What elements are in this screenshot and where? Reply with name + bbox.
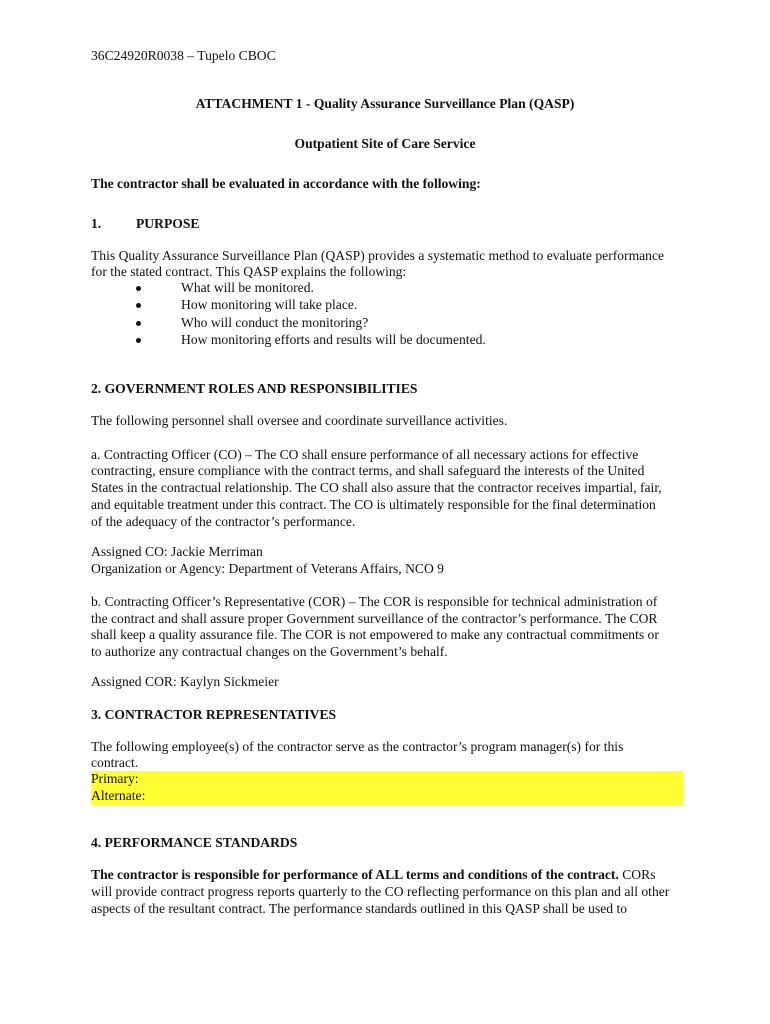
purpose-paragraph-line: This Quality Assurance Surveillance Plan (QASP) provides a systematic method to evaluate performance bbox=[91, 248, 665, 263]
section-contractor-heading: 3. CONTRACTOR REPRESENTATIVES bbox=[91, 707, 337, 722]
co-paragraph-line: of the adequacy of the contractor’s performance. bbox=[91, 514, 356, 529]
section-title: PURPOSE bbox=[136, 216, 200, 231]
document-subtitle: Outpatient Site of Care Service bbox=[294, 136, 476, 151]
purpose-bullet-list bbox=[136, 280, 676, 349]
list-item: How monitoring will take place. bbox=[136, 297, 676, 314]
highlighted-representatives bbox=[91, 771, 683, 805]
section-government-heading: 2. GOVERNMENT ROLES AND RESPONSIBILITIES bbox=[91, 381, 418, 396]
government-intro: The following personnel shall oversee and coordinate surveillance activities. bbox=[91, 413, 508, 428]
cor-paragraph-line: b. Contracting Officer’s Representative (COR) – The COR is responsible for technical administration of bbox=[91, 594, 658, 609]
list-item: Who will conduct the monitoring? bbox=[136, 315, 676, 332]
document-title: ATTACHMENT 1 - Quality Assurance Surveillance Plan (QASP) bbox=[195, 96, 575, 111]
contractor-paragraph-line: contract. bbox=[91, 755, 139, 770]
section-number: 1. bbox=[91, 216, 102, 231]
performance-paragraph-line: aspects of the resultant contract. The performance standards outlined in this QASP shall be used to bbox=[91, 901, 628, 916]
assigned-cor: Assigned COR: Kaylyn Sickmeier bbox=[91, 674, 279, 689]
organization-agency: Organization or Agency: Department of Veterans Affairs, NCO 9 bbox=[91, 561, 444, 576]
performance-line-rest: CORs bbox=[618, 867, 656, 882]
list-item: What will be monitored. bbox=[136, 280, 676, 297]
co-paragraph-line: contracting, ensure compliance with the contract terms, and shall safeguard the interests of the United bbox=[91, 463, 645, 478]
performance-bold-lead: The contractor is responsible for performance of ALL terms and conditions of the contract. bbox=[91, 867, 619, 882]
co-paragraph-line: States in the contractual relationship. The CO shall also assure that the contractor receives impartial, fair, bbox=[91, 480, 662, 495]
purpose-paragraph-line: for the stated contract. This QASP explains the following: bbox=[91, 264, 407, 279]
document-reference: 36C24920R0038 – Tupelo CBOC bbox=[91, 48, 276, 63]
alternate-representative: Alternate: bbox=[91, 788, 683, 805]
co-paragraph-line: and equitable treatment under this contract. The CO is ultimately responsible for the final determination bbox=[91, 497, 656, 512]
evaluation-intro: The contractor shall be evaluated in accordance with the following: bbox=[91, 176, 481, 191]
performance-paragraph-line: will provide contract progress reports quarterly to the CO reflecting performance on this plan and all other bbox=[91, 884, 670, 899]
primary-representative: Primary: bbox=[91, 771, 683, 788]
cor-paragraph-line: the contract and shall assure proper Government surveillance of the contractor’s performance. The COR bbox=[91, 611, 658, 626]
list-item: How monitoring efforts and results will be documented. bbox=[136, 332, 676, 349]
performance-paragraph-line bbox=[91, 867, 683, 884]
section-purpose-heading bbox=[91, 216, 683, 233]
assigned-co: Assigned CO: Jackie Merriman bbox=[91, 544, 263, 559]
cor-paragraph-line: to authorize any contractual changes on the Government’s behalf. bbox=[91, 644, 448, 659]
contractor-paragraph-line: The following employee(s) of the contractor serve as the contractor’s program manager(s) for this bbox=[91, 739, 624, 754]
section-performance-heading: 4. PERFORMANCE STANDARDS bbox=[91, 835, 298, 850]
co-paragraph-line: a. Contracting Officer (CO) – The CO shall ensure performance of all necessary actions for effective bbox=[91, 447, 639, 462]
cor-paragraph-line: shall keep a quality assurance file. The COR is not empowered to make any contractual commitments or bbox=[91, 627, 659, 642]
